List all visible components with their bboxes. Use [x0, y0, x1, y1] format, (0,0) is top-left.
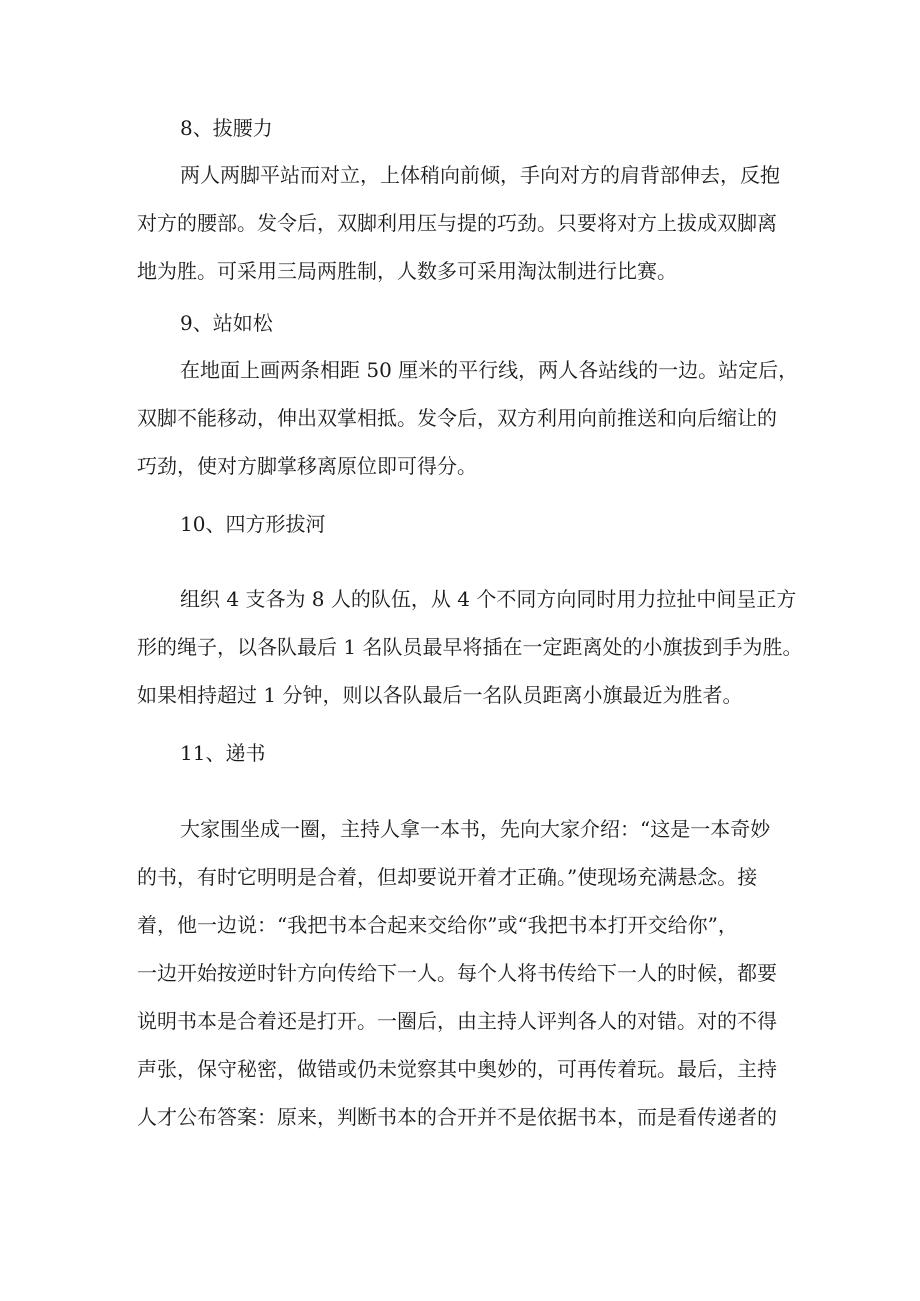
paragraph-line: 两人两脚平站而对立，上体稍向前倾，手向对方的肩背部伸去，反抱	[180, 163, 780, 187]
paragraph-line: 的书，有时它明明是合着，但却要说开着才正确。”使现场充满悬念。接	[137, 865, 758, 889]
paragraph-line: 着，他一边说：“我把书本合起来交给你”或“我把书本打开交给你”，	[137, 913, 738, 937]
paragraph-line: 形的绳子，以各队最后 1 名队员最早将插在一定距离处的小旗拔到手为胜。	[137, 635, 803, 659]
paragraph-line: 地为胜。可采用三局两胜制，人数多可采用淘汰制进行比赛。	[137, 259, 677, 283]
paragraph-line: 巧劲，使对方脚掌移离原位即可得分。	[137, 454, 477, 478]
paragraph-line: 大家围坐成一圈，主持人拿一本书，先向大家介绍：“这是一本奇妙	[180, 817, 771, 841]
paragraph-line: 对方的腰部。发令后，双脚利用压与提的巧劲。只要将对方上拔成双脚离	[137, 211, 777, 235]
paragraph-line: 声张，保守秘密，做错或仍未觉察其中奥妙的，可再传着玩。最后，主持	[137, 1057, 777, 1081]
paragraph-line: 组织 4 支各为 8 人的队伍，从 4 个不同方向同时用力拉扯中间呈正方	[180, 587, 797, 611]
paragraph-line: 人才公布答案：原来，判断书本的合开并不是依据书本，而是看传递者的	[137, 1105, 777, 1129]
paragraph-line: 在地面上画两条相距 50 厘米的平行线，两人各站线的一边。站定后，	[180, 358, 799, 382]
section-heading-9: 9、站如松	[180, 311, 273, 335]
section-heading-10: 10、四方形拔河	[180, 512, 326, 536]
section-heading-11: 11、递书	[180, 741, 266, 765]
paragraph-line: 说明书本是合着还是打开。一圈后，由主持人评判各人的对错。对的不得	[137, 1009, 777, 1033]
paragraph-line: 双脚不能移动，伸出双掌相抵。发令后，双方利用向前推送和向后缩让的	[137, 406, 777, 430]
paragraph-line: 如果相持超过 1 分钟，则以各队最后一名队员距离小旗最近为胜者。	[137, 683, 743, 707]
section-heading-8: 8、拔腰力	[180, 116, 273, 140]
paragraph-line: 一边开始按逆时针方向传给下一人。每个人将书传给下一人的时候，都要	[137, 961, 777, 985]
